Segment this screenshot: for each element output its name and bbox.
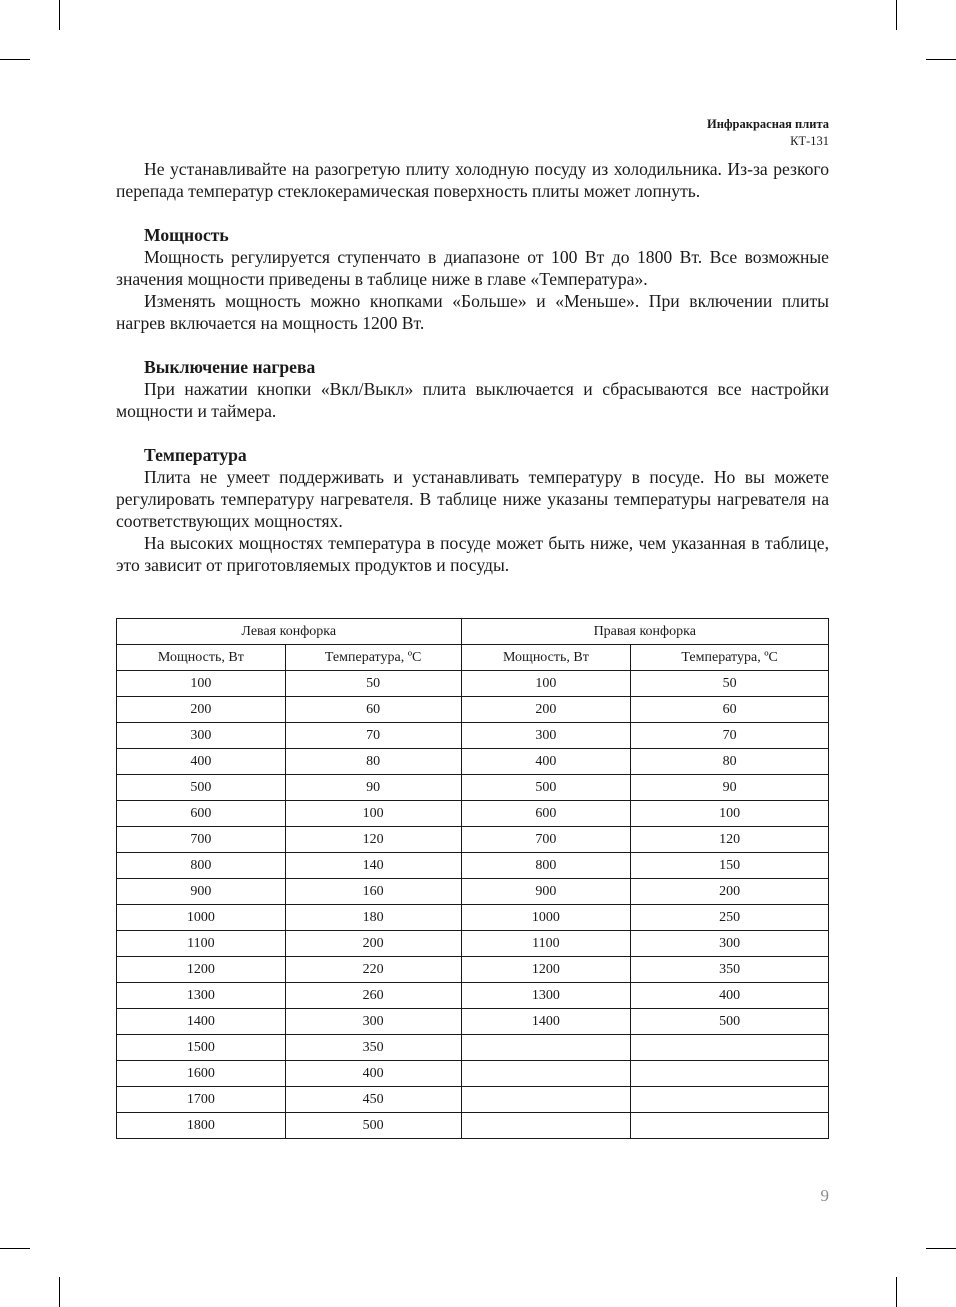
table-cell: 700	[461, 827, 631, 853]
section-heading-off: Выключение нагрева	[144, 357, 316, 377]
table-cell: 200	[117, 697, 286, 723]
table-cell: 60	[631, 697, 829, 723]
header-model: КТ-131	[790, 134, 829, 148]
table-cell: 120	[285, 827, 461, 853]
table-row	[117, 931, 829, 957]
table-cell	[461, 1035, 631, 1061]
crop-mark	[59, 0, 60, 30]
section-heading-power: Мощность	[144, 225, 229, 245]
page-number: 9	[820, 1186, 829, 1205]
table-cell: 1200	[117, 957, 286, 983]
table-cell: 1300	[461, 983, 631, 1009]
table-row	[117, 879, 829, 905]
table-cell: 60	[285, 697, 461, 723]
column-header-temperature: Температура, ºС	[631, 645, 829, 671]
table-cell: 1200	[461, 957, 631, 983]
table-cell: 90	[631, 775, 829, 801]
table-cell: 500	[285, 1113, 461, 1139]
table-cell: 50	[285, 671, 461, 697]
power-paragraph-1: Мощность регулируется ступенчато в диапазоне от 100 Вт до 1800 Вт. Все возможные значения мощности приведены в таблице ниже в главе «Температура».	[116, 247, 829, 289]
crop-mark	[0, 59, 30, 60]
table-cell: 160	[285, 879, 461, 905]
column-header-temperature: Температура, ºС	[285, 645, 461, 671]
table-cell: 70	[285, 723, 461, 749]
column-header-power: Мощность, Вт	[461, 645, 631, 671]
temperature-paragraph-2: На высоких мощностях температура в посуде может быть ниже, чем указанная в таблице, это зависит от приготовляемых продуктов и посуды.	[116, 533, 829, 575]
intro-paragraph: Не устанавливайте на разогретую плиту холодную посуду из холодильника. Из-за резкого перепада температур стеклокерамическая поверхность плиты может лопнуть.	[116, 159, 829, 201]
table-row	[117, 775, 829, 801]
table-cell: 200	[285, 931, 461, 957]
table-cell: 100	[631, 801, 829, 827]
table-cell: 260	[285, 983, 461, 1009]
table-cell: 80	[285, 749, 461, 775]
table-cell: 1700	[117, 1087, 286, 1113]
table-cell: 200	[461, 697, 631, 723]
table-cell: 1000	[117, 905, 286, 931]
table-cell: 1400	[117, 1009, 286, 1035]
table-row	[117, 1087, 829, 1113]
table-cell: 600	[117, 801, 286, 827]
table-cell: 350	[285, 1035, 461, 1061]
temperature-paragraph-1: Плита не умеет поддерживать и устанавливать температуру в посуде. Но вы можете регулировать температуру нагревателя. В таблице ниже указаны температуры нагревателя на соответствующих мощностях.	[116, 467, 829, 531]
table-row	[117, 801, 829, 827]
column-header-power: Мощность, Вт	[117, 645, 286, 671]
table-cell	[631, 1061, 829, 1087]
table-cell: 100	[117, 671, 286, 697]
table-row	[117, 671, 829, 697]
table-cell: 700	[117, 827, 286, 853]
table-row	[117, 1009, 829, 1035]
table-cell: 180	[285, 905, 461, 931]
table-cell: 300	[117, 723, 286, 749]
table-cell: 70	[631, 723, 829, 749]
table-cell: 1100	[117, 931, 286, 957]
crop-mark	[926, 1248, 956, 1249]
table-row	[117, 827, 829, 853]
table-cell	[631, 1087, 829, 1113]
table-cell: 900	[117, 879, 286, 905]
table-cell: 800	[117, 853, 286, 879]
table-cell: 1500	[117, 1035, 286, 1061]
crop-mark	[896, 1277, 897, 1307]
table-cell: 450	[285, 1087, 461, 1113]
table-cell: 300	[285, 1009, 461, 1035]
temperature-table	[116, 618, 829, 1139]
table-cell: 250	[631, 905, 829, 931]
table-row	[117, 1061, 829, 1087]
table-row	[117, 723, 829, 749]
table-cell: 500	[117, 775, 286, 801]
table-cell: 100	[461, 671, 631, 697]
table-row	[117, 983, 829, 1009]
table-row	[117, 853, 829, 879]
right-burner-header: Правая конфорка	[461, 619, 828, 645]
crop-mark	[926, 59, 956, 60]
table-cell: 900	[461, 879, 631, 905]
table-cell: 150	[631, 853, 829, 879]
table-cell	[461, 1061, 631, 1087]
table-cell: 1300	[117, 983, 286, 1009]
power-paragraph-2: Изменять мощность можно кнопками «Больше» и «Меньше». При включении плиты нагрев включается на мощность 1200 Вт.	[116, 291, 829, 333]
off-paragraph: При нажатии кнопки «Вкл/Выкл» плита выключается и сбрасываются все настройки мощности и таймера.	[116, 379, 829, 421]
table-cell: 800	[461, 853, 631, 879]
section-heading-temperature: Температура	[144, 445, 247, 465]
left-burner-header: Левая конфорка	[117, 619, 462, 645]
table-cell: 500	[461, 775, 631, 801]
table-row	[117, 1113, 829, 1139]
table-cell	[631, 1113, 829, 1139]
table-cell: 400	[285, 1061, 461, 1087]
table-row	[117, 1035, 829, 1061]
table-cell: 80	[631, 749, 829, 775]
table-cell: 1600	[117, 1061, 286, 1087]
body-text	[116, 158, 829, 576]
crop-mark	[59, 1277, 60, 1307]
table-cell: 100	[285, 801, 461, 827]
table-cell: 500	[631, 1009, 829, 1035]
crop-mark	[0, 1248, 30, 1249]
table-cell: 400	[631, 983, 829, 1009]
table-cell: 1100	[461, 931, 631, 957]
table-cell	[631, 1035, 829, 1061]
table-row	[117, 749, 829, 775]
table-cell: 220	[285, 957, 461, 983]
table-cell: 300	[461, 723, 631, 749]
table-cell	[461, 1113, 631, 1139]
table-cell: 120	[631, 827, 829, 853]
table-cell: 400	[117, 749, 286, 775]
table-row	[117, 905, 829, 931]
table-cell: 350	[631, 957, 829, 983]
table-cell: 600	[461, 801, 631, 827]
crop-mark	[896, 0, 897, 30]
table-cell: 300	[631, 931, 829, 957]
header-title: Инфракрасная плита	[706, 117, 829, 131]
table-cell: 200	[631, 879, 829, 905]
table-cell	[461, 1087, 631, 1113]
table-cell: 140	[285, 853, 461, 879]
table-cell: 1000	[461, 905, 631, 931]
table-cell: 1400	[461, 1009, 631, 1035]
table-cell: 90	[285, 775, 461, 801]
table-cell: 50	[631, 671, 829, 697]
table-row	[117, 957, 829, 983]
running-header	[707, 116, 829, 150]
table-cell: 400	[461, 749, 631, 775]
table-cell: 1800	[117, 1113, 286, 1139]
table-row	[117, 697, 829, 723]
